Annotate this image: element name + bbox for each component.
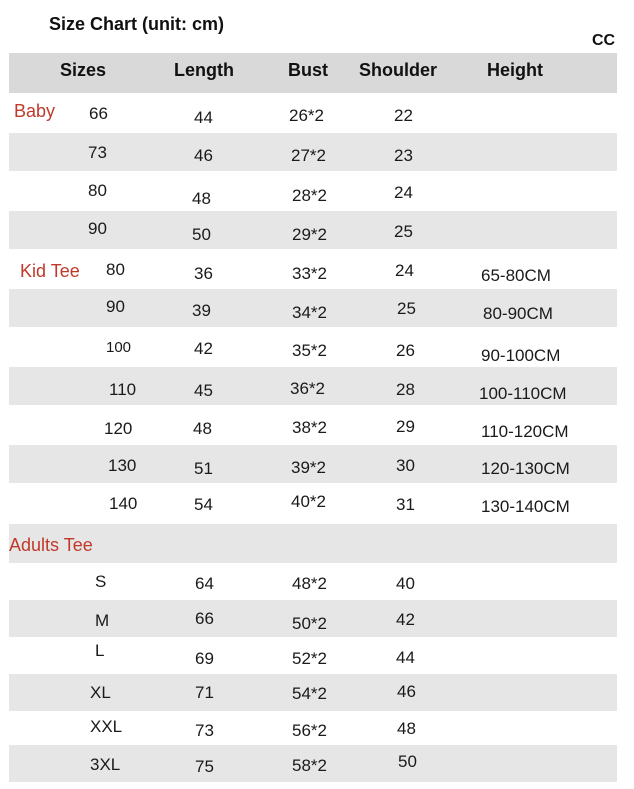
cell-size: 90	[88, 219, 107, 238]
cell-size: XL	[90, 683, 111, 702]
cell-height: 120-130CM	[481, 459, 570, 478]
cell-size: 3XL	[90, 755, 121, 774]
row-band	[9, 524, 617, 563]
cell-shoulder: 22	[394, 106, 413, 125]
cell-shoulder: 24	[395, 261, 414, 280]
cell-length: 73	[195, 721, 214, 740]
cell-length: 48	[193, 419, 212, 438]
cell-shoulder: 28	[396, 380, 415, 399]
cell-length: 50	[192, 225, 211, 244]
cell-shoulder: 30	[396, 456, 415, 475]
cell-bust: 38*2	[292, 418, 327, 437]
cell-bust: 50*2	[292, 614, 327, 633]
cell-height: 110-120CM	[481, 422, 569, 441]
cell-size: XXL	[90, 717, 123, 736]
cell-bust: 48*2	[292, 574, 327, 593]
cell-shoulder: 23	[394, 146, 413, 165]
section-label-baby: Baby	[14, 101, 56, 121]
cell-shoulder: 44	[396, 648, 415, 667]
cell-bust: 36*2	[290, 379, 325, 398]
cell-height: 90-100CM	[481, 346, 561, 365]
cell-length: 66	[195, 609, 214, 628]
cell-bust: 54*2	[292, 684, 327, 703]
cell-length: 64	[195, 574, 214, 593]
cell-height: 100-110CM	[479, 384, 567, 403]
cell-bust: 29*2	[292, 225, 327, 244]
header-shoulder: Shoulder	[359, 60, 438, 80]
cell-size: 73	[88, 143, 107, 162]
cell-bust: 52*2	[292, 649, 327, 668]
cell-size: 120	[104, 419, 133, 438]
cell-length: 39	[192, 301, 211, 320]
cell-size: M	[95, 611, 110, 630]
cell-bust: 40*2	[291, 492, 326, 511]
cell-bust: 26*2	[289, 106, 324, 125]
cell-bust: 58*2	[292, 756, 327, 775]
cell-shoulder: 40	[396, 574, 415, 593]
cell-size: 130	[108, 456, 137, 475]
cell-size: 140	[109, 494, 138, 513]
cell-length: 75	[195, 757, 214, 776]
cell-length: 71	[195, 683, 214, 702]
cell-size: 100	[106, 339, 132, 356]
cell-size: 66	[89, 104, 108, 123]
cell-length: 48	[192, 189, 211, 208]
cell-length: 51	[194, 459, 213, 478]
cell-length: 45	[194, 381, 213, 400]
cell-height: 130-140CM	[481, 497, 570, 516]
header-bust: Bust	[288, 60, 328, 80]
cell-height: 65-80CM	[481, 266, 551, 285]
cell-shoulder: 42	[396, 610, 415, 629]
cell-size: L	[95, 641, 105, 660]
cell-length: 44	[194, 108, 213, 127]
cell-size: 90	[106, 297, 125, 316]
brand-badge: CC	[592, 32, 616, 49]
cell-size: S	[95, 572, 107, 591]
cell-length: 42	[194, 339, 213, 358]
header-length: Length	[174, 60, 234, 80]
cell-shoulder: 31	[396, 495, 415, 514]
cell-length: 46	[194, 146, 213, 165]
cell-length: 36	[194, 264, 213, 283]
header-height: Height	[487, 60, 543, 80]
cell-shoulder: 25	[397, 299, 416, 318]
cell-shoulder: 26	[396, 341, 415, 360]
cell-size: 80	[88, 181, 107, 200]
cell-bust: 34*2	[292, 303, 327, 322]
cell-bust: 35*2	[292, 341, 327, 360]
cell-bust: 39*2	[291, 458, 326, 477]
cell-size: 110	[109, 380, 137, 399]
cell-length: 54	[194, 495, 213, 514]
cell-bust: 27*2	[291, 146, 326, 165]
cell-length: 69	[195, 649, 214, 668]
cell-bust: 56*2	[292, 721, 327, 740]
cell-shoulder: 48	[397, 719, 416, 738]
cell-shoulder: 29	[396, 417, 415, 436]
section-label-kid-tee: Kid Tee	[20, 261, 80, 281]
cell-shoulder: 24	[394, 183, 413, 202]
cell-shoulder: 50	[398, 752, 417, 771]
cell-shoulder: 25	[394, 222, 413, 241]
chart-title: Size Chart (unit: cm)	[49, 14, 225, 34]
cell-bust: 33*2	[292, 264, 327, 283]
cell-height: 80-90CM	[483, 304, 553, 323]
cell-shoulder: 46	[397, 682, 416, 701]
header-sizes: Sizes	[60, 60, 107, 80]
cell-size: 80	[106, 260, 125, 279]
section-label-adults-tee: Adults Tee	[9, 535, 93, 555]
cell-bust: 28*2	[292, 186, 327, 205]
